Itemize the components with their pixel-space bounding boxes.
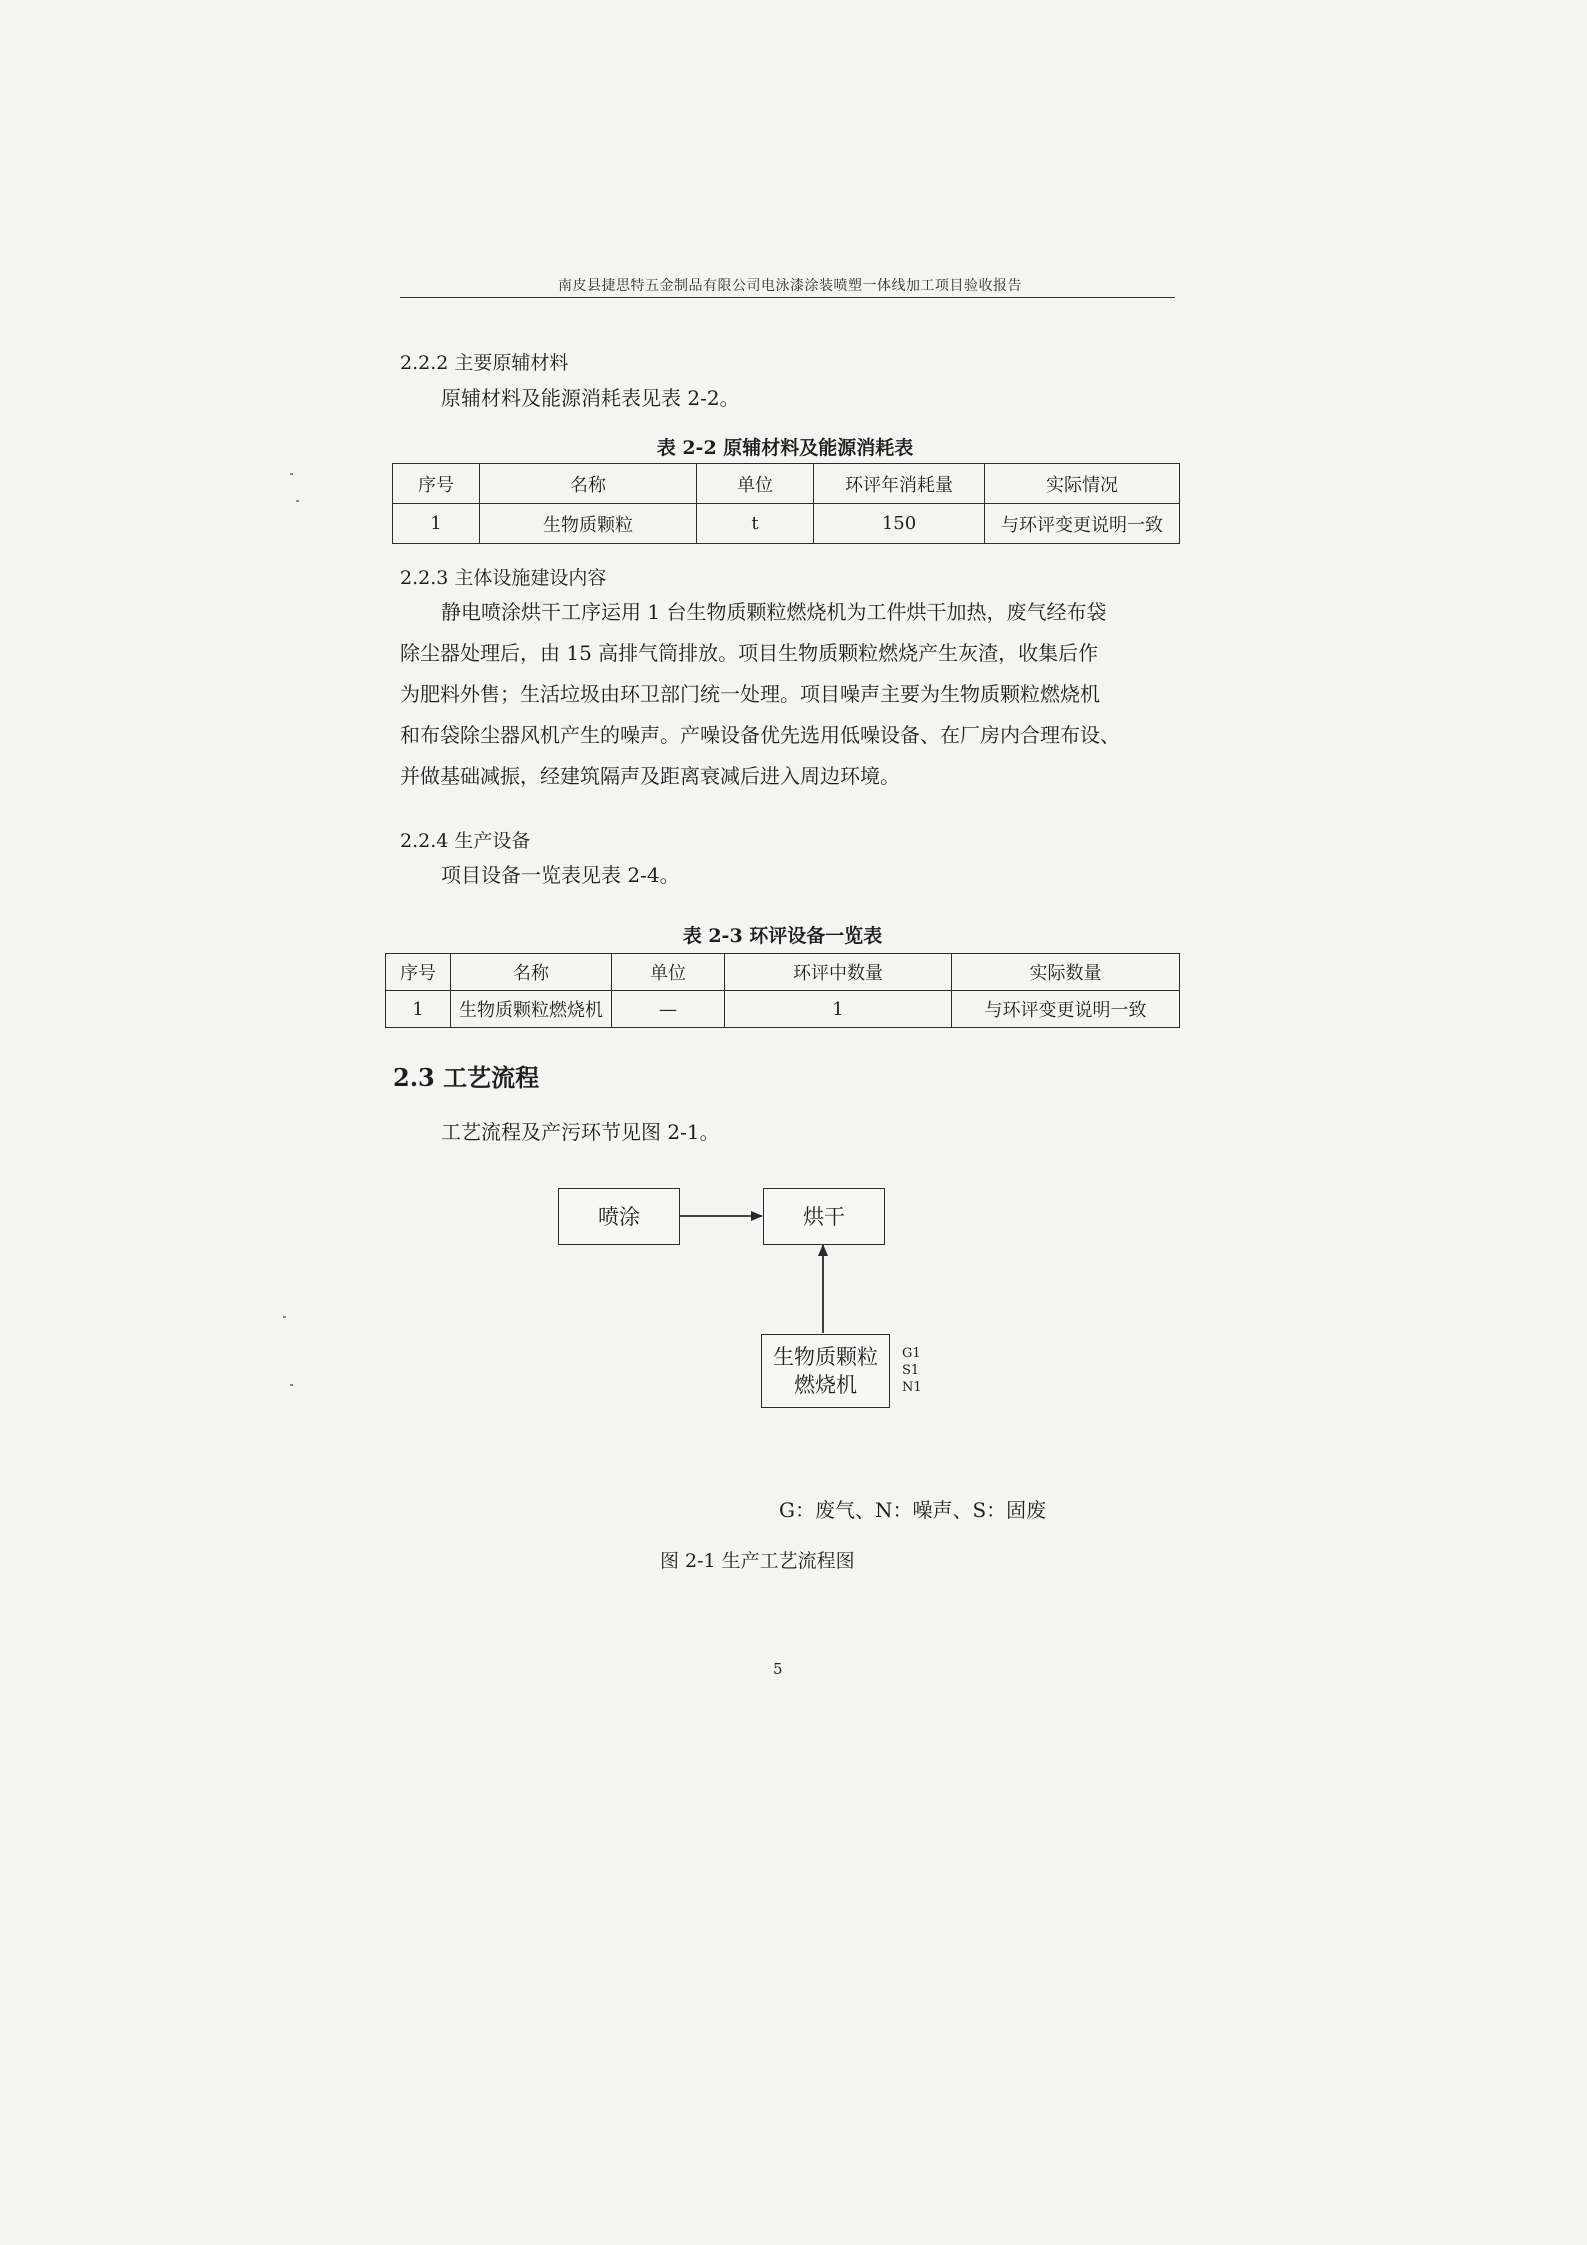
table-2-2-header-cell: 单位 — [697, 464, 814, 504]
table-cell: 1 — [386, 991, 451, 1028]
section-2-3-intro: 工艺流程及产污环节见图 2-1。 — [441, 1120, 720, 1144]
emission-code: G1 — [902, 1346, 921, 1361]
table-cell: 与环评变更说明一致 — [985, 504, 1180, 544]
emission-code: N1 — [902, 1380, 922, 1395]
paragraph-line: 并做基础减振，经建筑隔声及距离衰减后进入周边环境。 — [400, 764, 900, 788]
paragraph-line: 为肥料外售；生活垃圾由环卫部门统一处理。项目噪声主要为生物质颗粒燃烧机 — [400, 682, 1100, 706]
paragraph-line: 和布袋除尘器风机产生的噪声。产噪设备优先选用低噪设备、在厂房内合理布设、 — [400, 723, 1120, 747]
paragraph-line: 静电喷涂烘干工序运用 1 台生物质颗粒燃烧机为工件烘干加热，废气经布袋 — [441, 600, 1107, 624]
table-2-3-header-cell: 实际数量 — [952, 954, 1180, 991]
table-cell: — — [612, 991, 725, 1028]
scan-speck — [290, 473, 293, 475]
section-2-2-2-title: 2.2.2 主要原辅材料 — [400, 352, 569, 374]
table-2-3-header-cell: 环评中数量 — [725, 954, 952, 991]
table-2-3-header-cell: 序号 — [386, 954, 451, 991]
figure-2-1-caption: 图 2-1 生产工艺流程图 — [660, 1550, 855, 1572]
flow-box-dry: 烘干 — [763, 1188, 885, 1245]
section-2-2-3-title: 2.2.3 主体设施建设内容 — [400, 567, 607, 589]
section-2-2-2-intro: 原辅材料及能源消耗表见表 2-2。 — [441, 386, 740, 410]
emission-code: S1 — [902, 1363, 920, 1378]
table-cell: 生物质颗粒 — [480, 504, 697, 544]
table-2-2-header-cell: 环评年消耗量 — [814, 464, 985, 504]
table-2-3-caption: 表 2-3 环评设备一览表 — [682, 925, 883, 947]
scan-speck — [290, 1384, 293, 1386]
running-header: 南皮县捷思特五金制品有限公司电泳漆涂装喷塑一体线加工项目验收报告 — [558, 278, 1022, 294]
table-cell: 与环评变更说明一致 — [952, 991, 1180, 1028]
paragraph-line: 除尘器处理后，由 15 高排气筒排放。项目生物质颗粒燃烧产生灰渣，收集后作 — [400, 641, 1099, 665]
table-2-2-caption: 表 2-2 原辅材料及能源消耗表 — [656, 437, 914, 459]
section-2-3-heading: 2.3 工艺流程 — [393, 1063, 540, 1092]
flow-box-spray: 喷涂 — [558, 1188, 680, 1245]
section-2-2-4-title: 2.2.4 生产设备 — [400, 830, 531, 852]
table-2-3-header-cell: 单位 — [612, 954, 725, 991]
flow-box-burner-line2: 燃烧机 — [794, 1373, 857, 1397]
flow-box-burner-line1: 生物质颗粒 — [773, 1345, 878, 1369]
table-2-3-header-cell: 名称 — [451, 954, 612, 991]
scan-speck — [283, 1316, 286, 1318]
scan-speck — [296, 500, 299, 502]
section-2-2-4-intro: 项目设备一览表见表 2-4。 — [441, 863, 680, 887]
table-2-2-header-cell: 名称 — [480, 464, 697, 504]
table-cell: 1 — [725, 991, 952, 1028]
table-cell: 150 — [814, 504, 985, 544]
table-cell: 生物质颗粒燃烧机 — [451, 991, 612, 1028]
table-cell: 1 — [393, 504, 480, 544]
table-2-2-header-cell: 实际情况 — [985, 464, 1180, 504]
flow-legend: G：废气、N：噪声、S：固废 — [779, 1498, 1047, 1522]
table-cell: t — [697, 504, 814, 544]
page-number: 5 — [773, 1660, 783, 1678]
table-2-2-header-cell: 序号 — [393, 464, 480, 504]
